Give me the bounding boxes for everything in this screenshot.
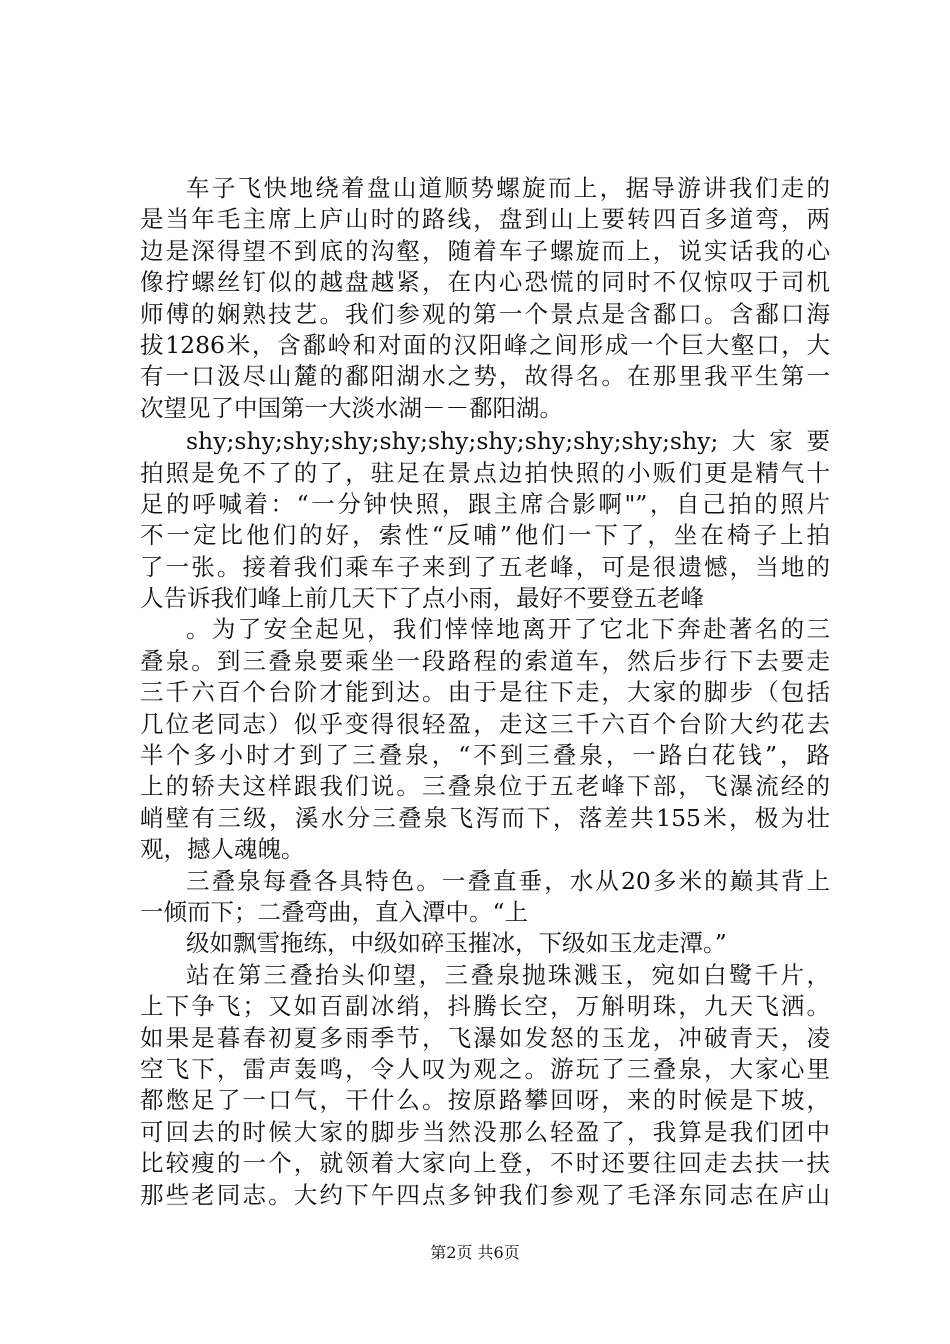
paragraph-line: 半个多小时才到了三叠泉，“不到三叠泉，一路白花钱”，路	[140, 741, 830, 770]
paragraph-line: 足的呼喊着：“一分钟快照，跟主席合影啊"”，自己拍的照片	[140, 489, 830, 518]
paragraph-line: 上下争飞；又如百副冰绡，抖腾长空，万斛明珠，九天飞洒。	[140, 992, 830, 1021]
paragraph-line: 有一口汲尽山麓的鄱阳湖水之势，故得名。在那里我平生第一	[140, 362, 830, 391]
paragraph-line: 像拧螺丝钉似的越盘越紧，在内心恐慌的同时不仅惊叹于司机	[140, 268, 830, 297]
paragraph-line: 不一定比他们的好，索性“反哺”他们一下了，坐在椅子上拍	[140, 521, 830, 550]
paragraph-line: 车子飞快地绕着盘山道顺势螺旋而上，据导游讲我们走的	[186, 174, 830, 202]
page-footer: 第2页 共6页	[430, 1243, 520, 1262]
paragraph-line: 如果是暮春初夏多雨季节，飞瀑如发怒的玉龙，冲破青天，凌	[140, 1023, 830, 1052]
paragraph-line: 峭壁有三级，溪水分三叠泉飞泻而下，落差共155米，极为壮	[140, 803, 830, 832]
paragraph-line: 拍照是免不了的了，驻足在景点边拍快照的小贩们更是精气十	[140, 458, 830, 487]
paragraph-line: 三千六百个台阶才能到达。由于是往下走，大家的脚步（包括	[140, 678, 830, 707]
paragraph-line: 人告诉我们峰上前几天下了点小雨，最好不要登五老峰	[140, 584, 704, 613]
paragraph-line: 了一张。接着我们乘车子来到了五老峰，可是很遗憾，当地的	[140, 552, 830, 581]
paragraph-line: 那些老同志。大约下午四点多钟我们参观了毛泽东同志在庐山	[140, 1180, 830, 1209]
paragraph-line: 都憋足了一口气，干什么。按原路攀回呀，来的时候是下坡，	[140, 1086, 830, 1115]
paragraph-line: 观，撼人魂魄。	[140, 835, 305, 864]
paragraph-line: shy;shy;shy;shy;shy;shy;shy;shy;shy;shy;shy;大家要	[186, 427, 830, 456]
paragraph-line: 拔1286米，含鄱岭和对面的汉阳峰之间形成一个巨大壑口，大	[140, 330, 830, 359]
paragraph-line: 站在第三叠抬头仰望，三叠泉抛珠溅玉，宛如白鹭千片，	[186, 960, 830, 989]
document-body	[140, 173, 830, 1211]
paragraph-line: 空飞下，雷声轰鸣，令人叹为观之。游玩了三叠泉，大家心里	[140, 1054, 830, 1083]
paragraph-line: 叠泉。到三叠泉要乘坐一段路程的索道车，然后步行下去要走	[140, 646, 830, 675]
paragraph-line: 三叠泉每叠各具特色。一叠直垂，水从20多米的巅其背上	[186, 866, 830, 895]
paragraph-line: 是当年毛主席上庐山时的路线，盘到山上要转四百多道弯，两	[140, 205, 830, 234]
paragraph-line: 级如飘雪拖练，中级如碎玉摧冰，下级如玉龙走潭。”	[186, 929, 727, 958]
paragraph-line: 上的轿夫这样跟我们说。三叠泉位于五老峰下部，飞瀑流经的	[140, 772, 830, 801]
paragraph-line: 。为了安全起见，我们悻悻地离开了它北下奔赴著名的三	[186, 615, 830, 644]
paragraph-line: 几位老同志）似乎变得很轻盈，走这三千六百个台阶大约花去	[140, 709, 830, 738]
paragraph-line: 比较瘦的一个，就领着大家向上登，不时还要往回走去扶一扶	[140, 1149, 830, 1178]
paragraph-line: 可回去的时候大家的脚步当然没那么轻盈了，我算是我们团中	[140, 1117, 830, 1146]
paragraph-line: 一倾而下；二叠弯曲，直入潭中。“上	[140, 897, 529, 926]
paragraph-line: 师傅的娴熟技艺。我们参观的第一个景点是含鄱口。含鄱口海	[140, 299, 830, 328]
paragraph-line: 次望见了中国第一大淡水湖－－鄱阳湖。	[140, 393, 563, 422]
paragraph-line: 边是深得望不到底的沟壑，随着车子螺旋而上，说实话我的心	[140, 236, 830, 265]
